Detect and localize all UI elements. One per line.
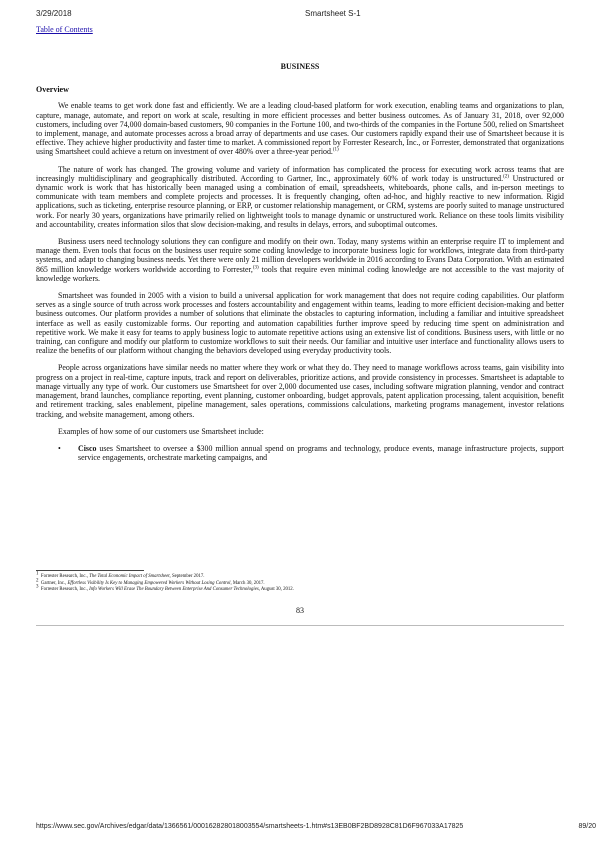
footer-page-count: 89/20 bbox=[578, 823, 596, 830]
list-item: • Cisco uses Smartsheet to oversee a $300 million annual spend on programs and technology, produce events, manage infrastructure projects, support service engagements, orchestrate marketing campaigns, and bbox=[58, 443, 564, 463]
footnote-ref[interactable]: (1) bbox=[332, 147, 339, 153]
footnote: $^3$ Forrester Research, Inc., Info Workers Will Erase The Boundary Between Enterprise And Consumer Technologies, August 30, 2012. bbox=[36, 584, 294, 593]
section-title: BUSINESS bbox=[280, 62, 320, 71]
bullet-icon: • bbox=[58, 443, 61, 453]
page-number: 83 bbox=[296, 606, 304, 615]
paragraph: Examples of how some of our customers use Smartsheet include: bbox=[58, 426, 264, 436]
footnote: $^1$ Forrester Research, Inc., The Total Economic Impact of Smartsheet, September 2017. bbox=[36, 571, 205, 579]
footnote-divider bbox=[36, 570, 144, 571]
subsection-title: Overview bbox=[36, 85, 69, 95]
company-name: Cisco bbox=[78, 443, 97, 453]
paragraph: We enable teams to get work done fast and efficiently. We are a leading cloud-based platform for work execution, enabling teams and organizations to plan, capture, manage, automate, and report on work at scale, resulting in more efficient processes and better business outcomes. As of January 31, 2018, over 92,000 customers, including over 74,000 domain-based customers, 90 companies in the Fortune 100, and two-thirds of the companies in the Fortune 500, relied on Smartsheet to implement, manage, and automate processes across a broad array of departments and use cases. Our customers rapidly expand their use of Smartsheet because it is effective. They achieve higher productivity and faster time to market. A commissioned report by Forrester Research, Inc., or Forrester, demonstrated that organizations using Smartsheet could achieve a return on investment of over 480% over a three-year period.$^{(1)}$ bbox=[36, 101, 564, 157]
footnotes bbox=[36, 571, 564, 594]
footer-url: https://www.sec.gov/Archives/edgar/data/1366561/000162828018003554/smartsheets-1.htm#s13EB0BF2BD8928C81D6F967033A17825 bbox=[36, 823, 464, 830]
document-title: Smartsheet S-1 bbox=[305, 9, 361, 18]
footnote-ref[interactable]: (3) bbox=[252, 265, 259, 271]
footnote-ref[interactable]: (2) bbox=[503, 174, 509, 180]
paragraph: People across organizations have similar needs no matter where they work or what they do. They need to manage workflows across teams, gain visibility into progress on a project in real-time, capture inputs, track and report on deliverables, prioritize actions, and provide consistency in processes. Smartsheet is adaptable to manage virtually any type of work. Our customers use Smartsheet for over 2,000 documented use cases, including software migration planning, vendor and contract management, brand launches, compliance reporting, event planning, customer onboarding, budget approvals, patent application processing, talent acquisition, benefit and retirement tracking, sales enablement, pipeline management, sales operations, commissions calculations, marketing programs management, investor relations tracking, and website management, among others. bbox=[36, 363, 564, 419]
print-date: 3/29/2018 bbox=[36, 9, 72, 18]
paragraph: Smartsheet was founded in 2005 with a vision to build a universal application for work management that does not require coding capabilities. Our platform serves as a single source of truth across work processes and fosters accountability and engagement within teams, leading to more efficient decision-making and better business outcomes. Our platform provides a number of solutions that eliminate the obstacles to capturing information, including a familiar and intuitive spreadsheet interface as well as easily customizable forms. Our reporting and automation capabilities further improve speed by reducing time spent on administration and repetitive work. We make it easy for teams to apply business logic to automate repetitive actions using an extensive list of conditions. Business users, with little or no training, can configure and modify our platform to customize workflows to suit their needs. Our familiar and intuitive user interface and functionality allows users to realize the benefits of our platform without changing the behaviors developed using everyday productivity tools. bbox=[36, 291, 564, 356]
document-body bbox=[36, 62, 564, 462]
paragraph: The nature of work has changed. The growing volume and variety of information has complicated the process for executing work across teams that are increasingly multidisciplinary and geographically distributed. According to Gartner, Inc., approximately 60% of work today is unstructured.$^{(2)}$ Unstructured or dynamic work is work that has historically been managed using a combination of email, spreadsheets, whiteboards, phone calls, and in-person meetings to communicate with team members and complete projects and processes. It is frequently changing, often ad-hoc, and highly reactive to new information. Rigid applications, such as ticketing, enterprise resource planning, or ERP, or customer relationship management, or CRM, systems are poorly suited to manage unstructured work. For nearly 30 years, organizations have primarily relied on lightweight tools to manage dynamic or unstructured work. Reliance on these tools limits visibility and accountability, creates information silos that slow decision-making, and results in delays, errors, and suboptimal outcomes. bbox=[36, 164, 564, 229]
paragraph: Business users need technology solutions they can configure and modify on their own. Today, many systems within an enterprise require IT to implement and manage them. Even tools that focus on the business user require some coding knowledge to incorporate business logic for workflows, integrate data from third-party systems, and adapt to changing business needs. Yet there were only 21 million developers worldwide in 2016 according to Evans Data Corporation. With an estimated 865 million knowledge workers worldwide according to Forrester,$^{(3)}$ tools that require even minimal coding knowledge are not accessible to the vast majority of knowledge workers. bbox=[36, 237, 564, 283]
table-of-contents-link[interactable]: Table of Contents bbox=[36, 25, 93, 34]
page-divider bbox=[36, 625, 564, 626]
footnote: $^2$ Gartner, Inc., Effortless Visibility Is Key to Managing Empowered Workers Without Losing Control, March 30, 2017. bbox=[36, 578, 265, 586]
